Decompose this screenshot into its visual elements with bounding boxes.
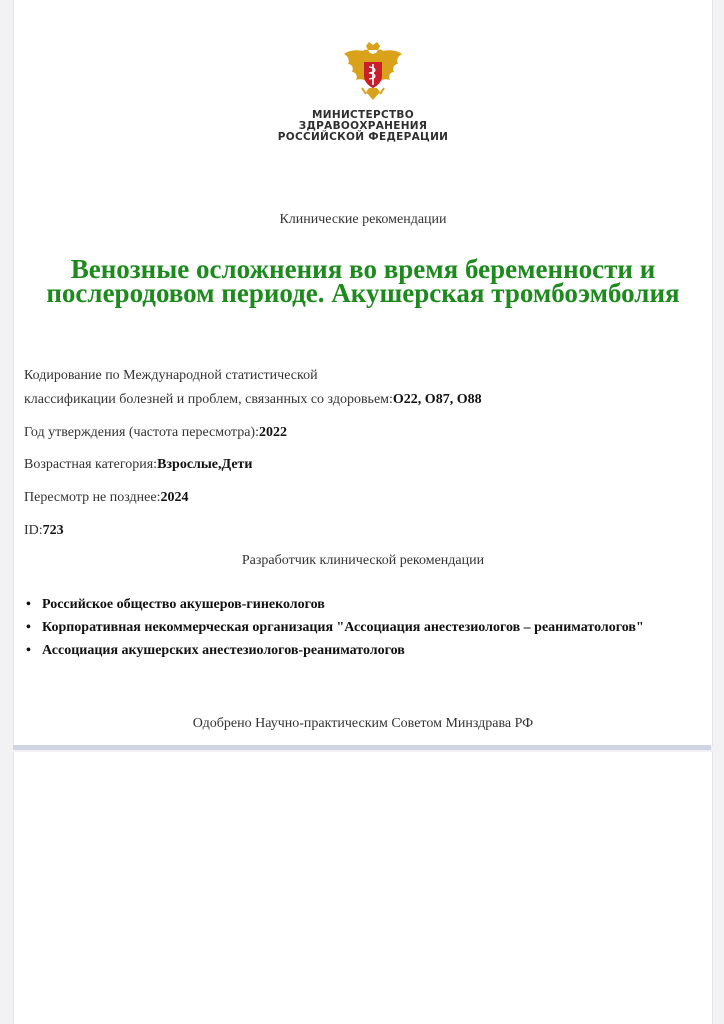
approval-year [24, 421, 702, 445]
document-id [24, 519, 702, 543]
review-deadline [24, 486, 702, 510]
approval-note: Одобрено Научно-практическим Советом Минздрава РФ [192, 716, 534, 731]
year-label: Год утверждения (частота пересмотра): [24, 425, 259, 440]
document-page [13, 0, 713, 746]
ministry-line-1: МИНИСТЕРСТВО [312, 109, 414, 121]
list-item: • Ассоциация акушерских анестезиологов-реаниматологов [42, 640, 702, 662]
icd-value: O22, O87, O88 [392, 392, 482, 407]
document-type: Клинические рекомендации [279, 212, 447, 227]
bullet-icon: • [26, 620, 31, 635]
list-item: • Российское общество акушеров-гинекологов [42, 594, 702, 616]
page-divider [13, 745, 711, 750]
review-label: Пересмотр не позднее: [24, 490, 161, 505]
age-value: Взрослые,Дети [157, 457, 253, 472]
age-category [24, 453, 702, 477]
age-label: Возрастная категория: [24, 457, 158, 472]
year-value: 2022 [258, 425, 287, 440]
id-value: 723 [42, 523, 64, 538]
icd-label-line2: классификации болезней и проблем, связанных со здоровьем: [24, 392, 393, 407]
ministry-line-3: РОССИЙСКОЙ ФЕДЕРАЦИИ [277, 131, 449, 143]
icd-label-line1: Кодирование по Международной статистической [24, 368, 318, 383]
id-label: ID: [24, 523, 43, 538]
review-value: 2024 [160, 490, 189, 505]
icd-codes [24, 364, 702, 412]
bullet-icon: • [26, 643, 31, 658]
ministry-emblem-icon [342, 42, 404, 106]
bullet-icon: • [26, 597, 31, 612]
list-item: • Корпоративная некоммерческая организация "Ассоциация анестезиологов – реаниматологов" [42, 617, 702, 639]
ministry-line-2: ЗДРАВООХРАНЕНИЯ [298, 120, 428, 132]
developers-list [26, 594, 702, 663]
next-page [13, 752, 713, 1024]
document-title: Венозные осложнения во время беременности и послеродовом периоде. Акушерская тромбоэмболия [46, 254, 680, 308]
ministry-name [14, 110, 712, 143]
developers-heading: Разработчик клинической рекомендации [241, 553, 485, 568]
